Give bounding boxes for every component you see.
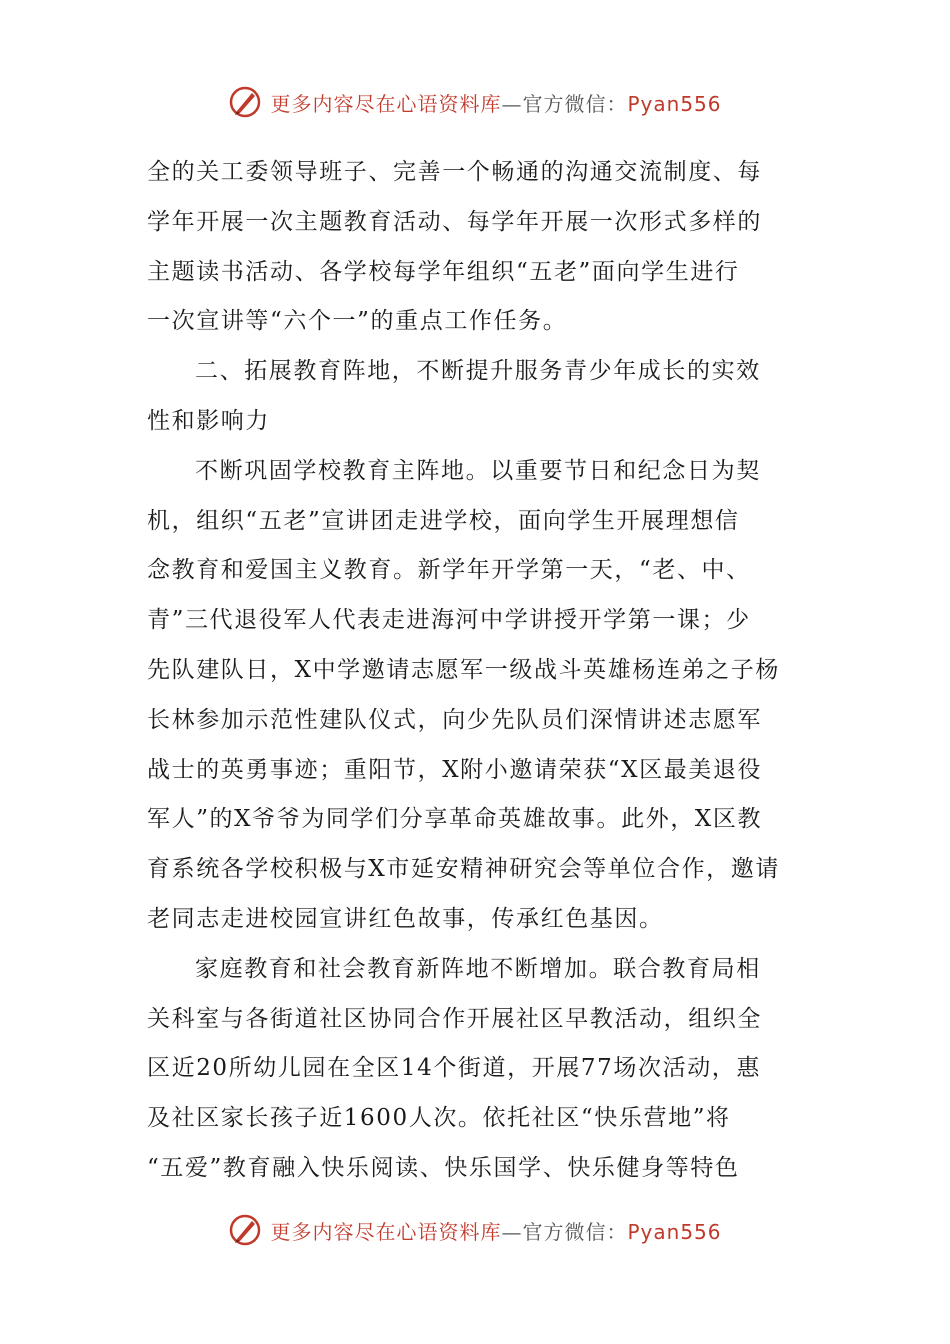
banner-wechat-id: Pyan556	[627, 91, 722, 116]
text-line: 军人”的X爷爷为同学们分享革命英雄故事。此外，X区教	[147, 806, 763, 833]
text-line: 一次宣讲等“六个一”的重点工作任务。	[147, 308, 568, 335]
text-line: 老同志走进校园宣讲红色故事，传承红色基因。	[147, 905, 664, 932]
text-line: 全的关工委领导班子、完善一个畅通的沟通交流制度、每	[147, 159, 762, 185]
banner-dash: —	[501, 91, 523, 116]
banner-text	[270, 1216, 721, 1245]
banner-wechat-label: 官方微信：	[522, 1219, 628, 1244]
text-line: 先队建队日，X中学邀请志愿军一级战斗英雄杨连弟之子杨	[147, 656, 780, 683]
text-line: 及社区家长孩子近1600人次。依托社区“快乐营地”将	[147, 1105, 731, 1132]
banner-wechat-label: 官方微信：	[522, 91, 628, 116]
pen-circle-icon	[228, 85, 262, 119]
banner-text	[270, 88, 721, 117]
pen-circle-icon	[228, 1213, 262, 1247]
banner-prefix: 更多内容尽在心语资料库	[270, 91, 502, 116]
banner-prefix: 更多内容尽在心语资料库	[270, 1219, 502, 1244]
footer-banner	[0, 1210, 950, 1250]
section-heading-cont: 性和影响力	[147, 407, 270, 434]
text-line: 学年开展一次主题教育活动、每学年开展一次形式多样的	[147, 208, 762, 235]
text-line: 关科室与各街道社区协同合作开展社区早教活动，组织全	[147, 1005, 762, 1032]
header-banner	[0, 82, 950, 122]
banner-dash: —	[501, 1219, 523, 1244]
text-line: 区近20所幼儿园在全区14个街道，开展77场次活动，惠	[147, 1055, 761, 1082]
text-line: 战士的英勇事迹；重阳节，X附小邀请荣获“X区最美退役	[147, 756, 763, 783]
text-line: 机，组织“五老”宣讲团走进学校，面向学生开展理想信	[147, 507, 740, 534]
document-body	[147, 148, 807, 1194]
text-line: 念教育和爱国主义教育。新学年开学第一天，“老、中、	[147, 557, 751, 584]
text-line: “五爱”教育融入快乐阅读、快乐国学、快乐健身等特色	[147, 1154, 740, 1181]
section-heading: 二、拓展教育阵地，不断提升服务青少年成长的实效	[195, 358, 761, 385]
banner-wechat-id: Pyan556	[627, 1219, 722, 1244]
text-line: 青”三代退役军人代表走进海河中学讲授开学第一课；少	[147, 607, 751, 634]
text-line: 家庭教育和社会教育新阵地不断增加。联合教育局相	[195, 955, 761, 982]
text-line: 主题读书活动、各学校每学年组织“五老”面向学生进行	[147, 258, 740, 285]
text-line: 不断巩固学校教育主阵地。以重要节日和纪念日为契	[195, 457, 761, 484]
text-line: 育系统各学校积极与X市延安精神研究会等单位合作，邀请	[147, 856, 780, 883]
text-line: 长林参加示范性建队仪式，向少先队员们深情讲述志愿军	[147, 706, 762, 733]
